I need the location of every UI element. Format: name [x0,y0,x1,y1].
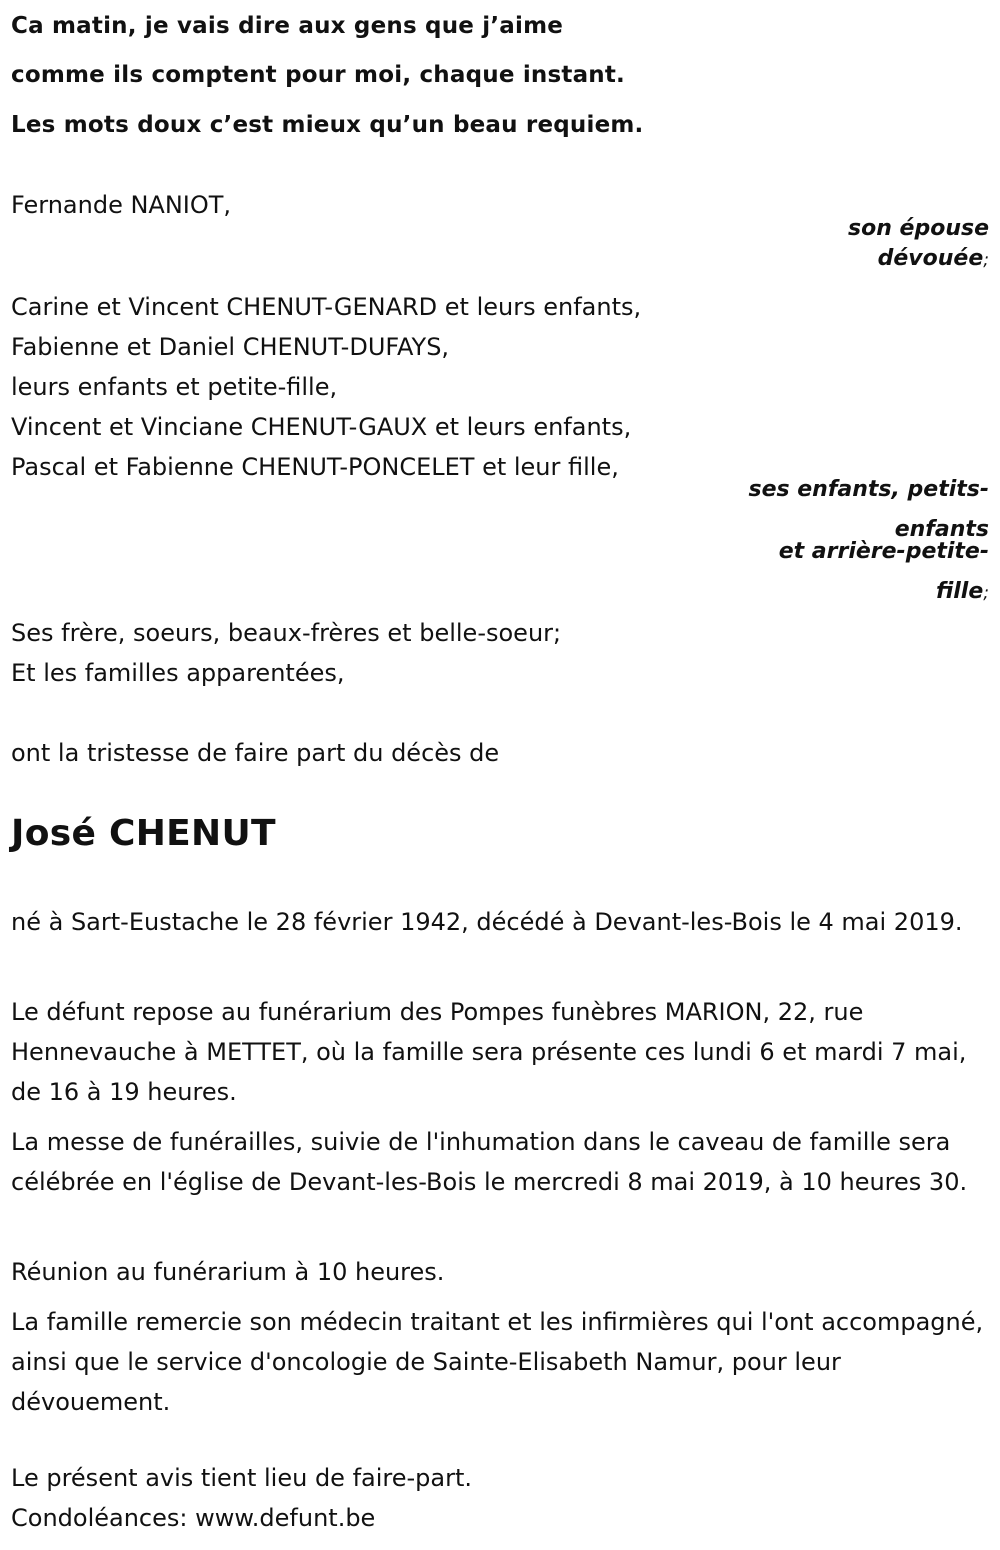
spouse-relation [848,214,989,275]
children-line-4: Vincent et Vinciane CHENUT-GAUX et leurs enfants, [11,413,632,441]
thanks-paragraph: La famille remercie son médecin traitant et les infirmières qui l'ont accompagné, ainsi que le service d'oncologie de Sainte-Elisabeth Namur, pour leur dévouement. [11,1308,984,1416]
others-line-1: Ses frère, soeurs, beaux-frères et belle-soeur; [11,619,562,647]
spouse-relation-line-2: dévouée; [877,246,989,271]
verse-line-3: Les mots doux c’est mieux qu’un beau requiem. [11,112,644,138]
children-relation-line-4: fille; [935,579,989,604]
spouse-relation-line-1: son épouse [848,216,989,241]
children-relation-line-3: et arrière-petite- [778,539,989,564]
children-line-3: leurs enfants et petite-fille, [11,373,338,401]
children-line-2: Fabienne et Daniel CHENUT-DUFAYS, [11,333,450,361]
deceased-name: José CHENUT [11,813,276,854]
others-line-2: Et les familles apparentées, [11,659,345,687]
children-line-5: Pascal et Fabienne CHENUT-PONCELET et leur fille, [11,453,619,481]
verse-line-2: comme ils comptent pour moi, chaque instant. [11,62,625,88]
announcement: ont la tristesse de faire part du décès de [11,739,500,767]
birth-death-paragraph: né à Sart-Eustache le 28 février 1942, décédé à Devant-les-Bois le 4 mai 2019. [11,908,963,936]
spouse-name: Fernande NANIOT, [11,191,232,219]
children-relation [748,477,989,606]
footer-line-1: Le présent avis tient lieu de faire-part. [11,1464,473,1492]
condolences-line: Condoléances: www.defunt.be [11,1504,376,1532]
funeral-mass-paragraph: La messe de funérailles, suivie de l'inhumation dans le caveau de famille sera célébrée en l'église de Devant-les-Bois le mercredi 8 mai 2019, à 10 heures 30. [11,1128,968,1196]
children-line-1: Carine et Vincent CHENUT-GENARD et leurs enfants, [11,293,642,321]
verse-line-1: Ca matin, je vais dire aux gens que j’aime [11,13,564,39]
meeting-paragraph: Réunion au funérarium à 10 heures. [11,1258,445,1286]
funerarium-paragraph: Le défunt repose au funérarium des Pompes funèbres MARION, 22, rue Hennevauche à METTET, où la famille sera présente ces lundi 6 et mardi 7 mai, de 16 à 19 heures. [11,998,967,1106]
children-relation-line-1: ses enfants, petits- [748,477,989,502]
children-relation-line-2: enfants [894,517,989,542]
